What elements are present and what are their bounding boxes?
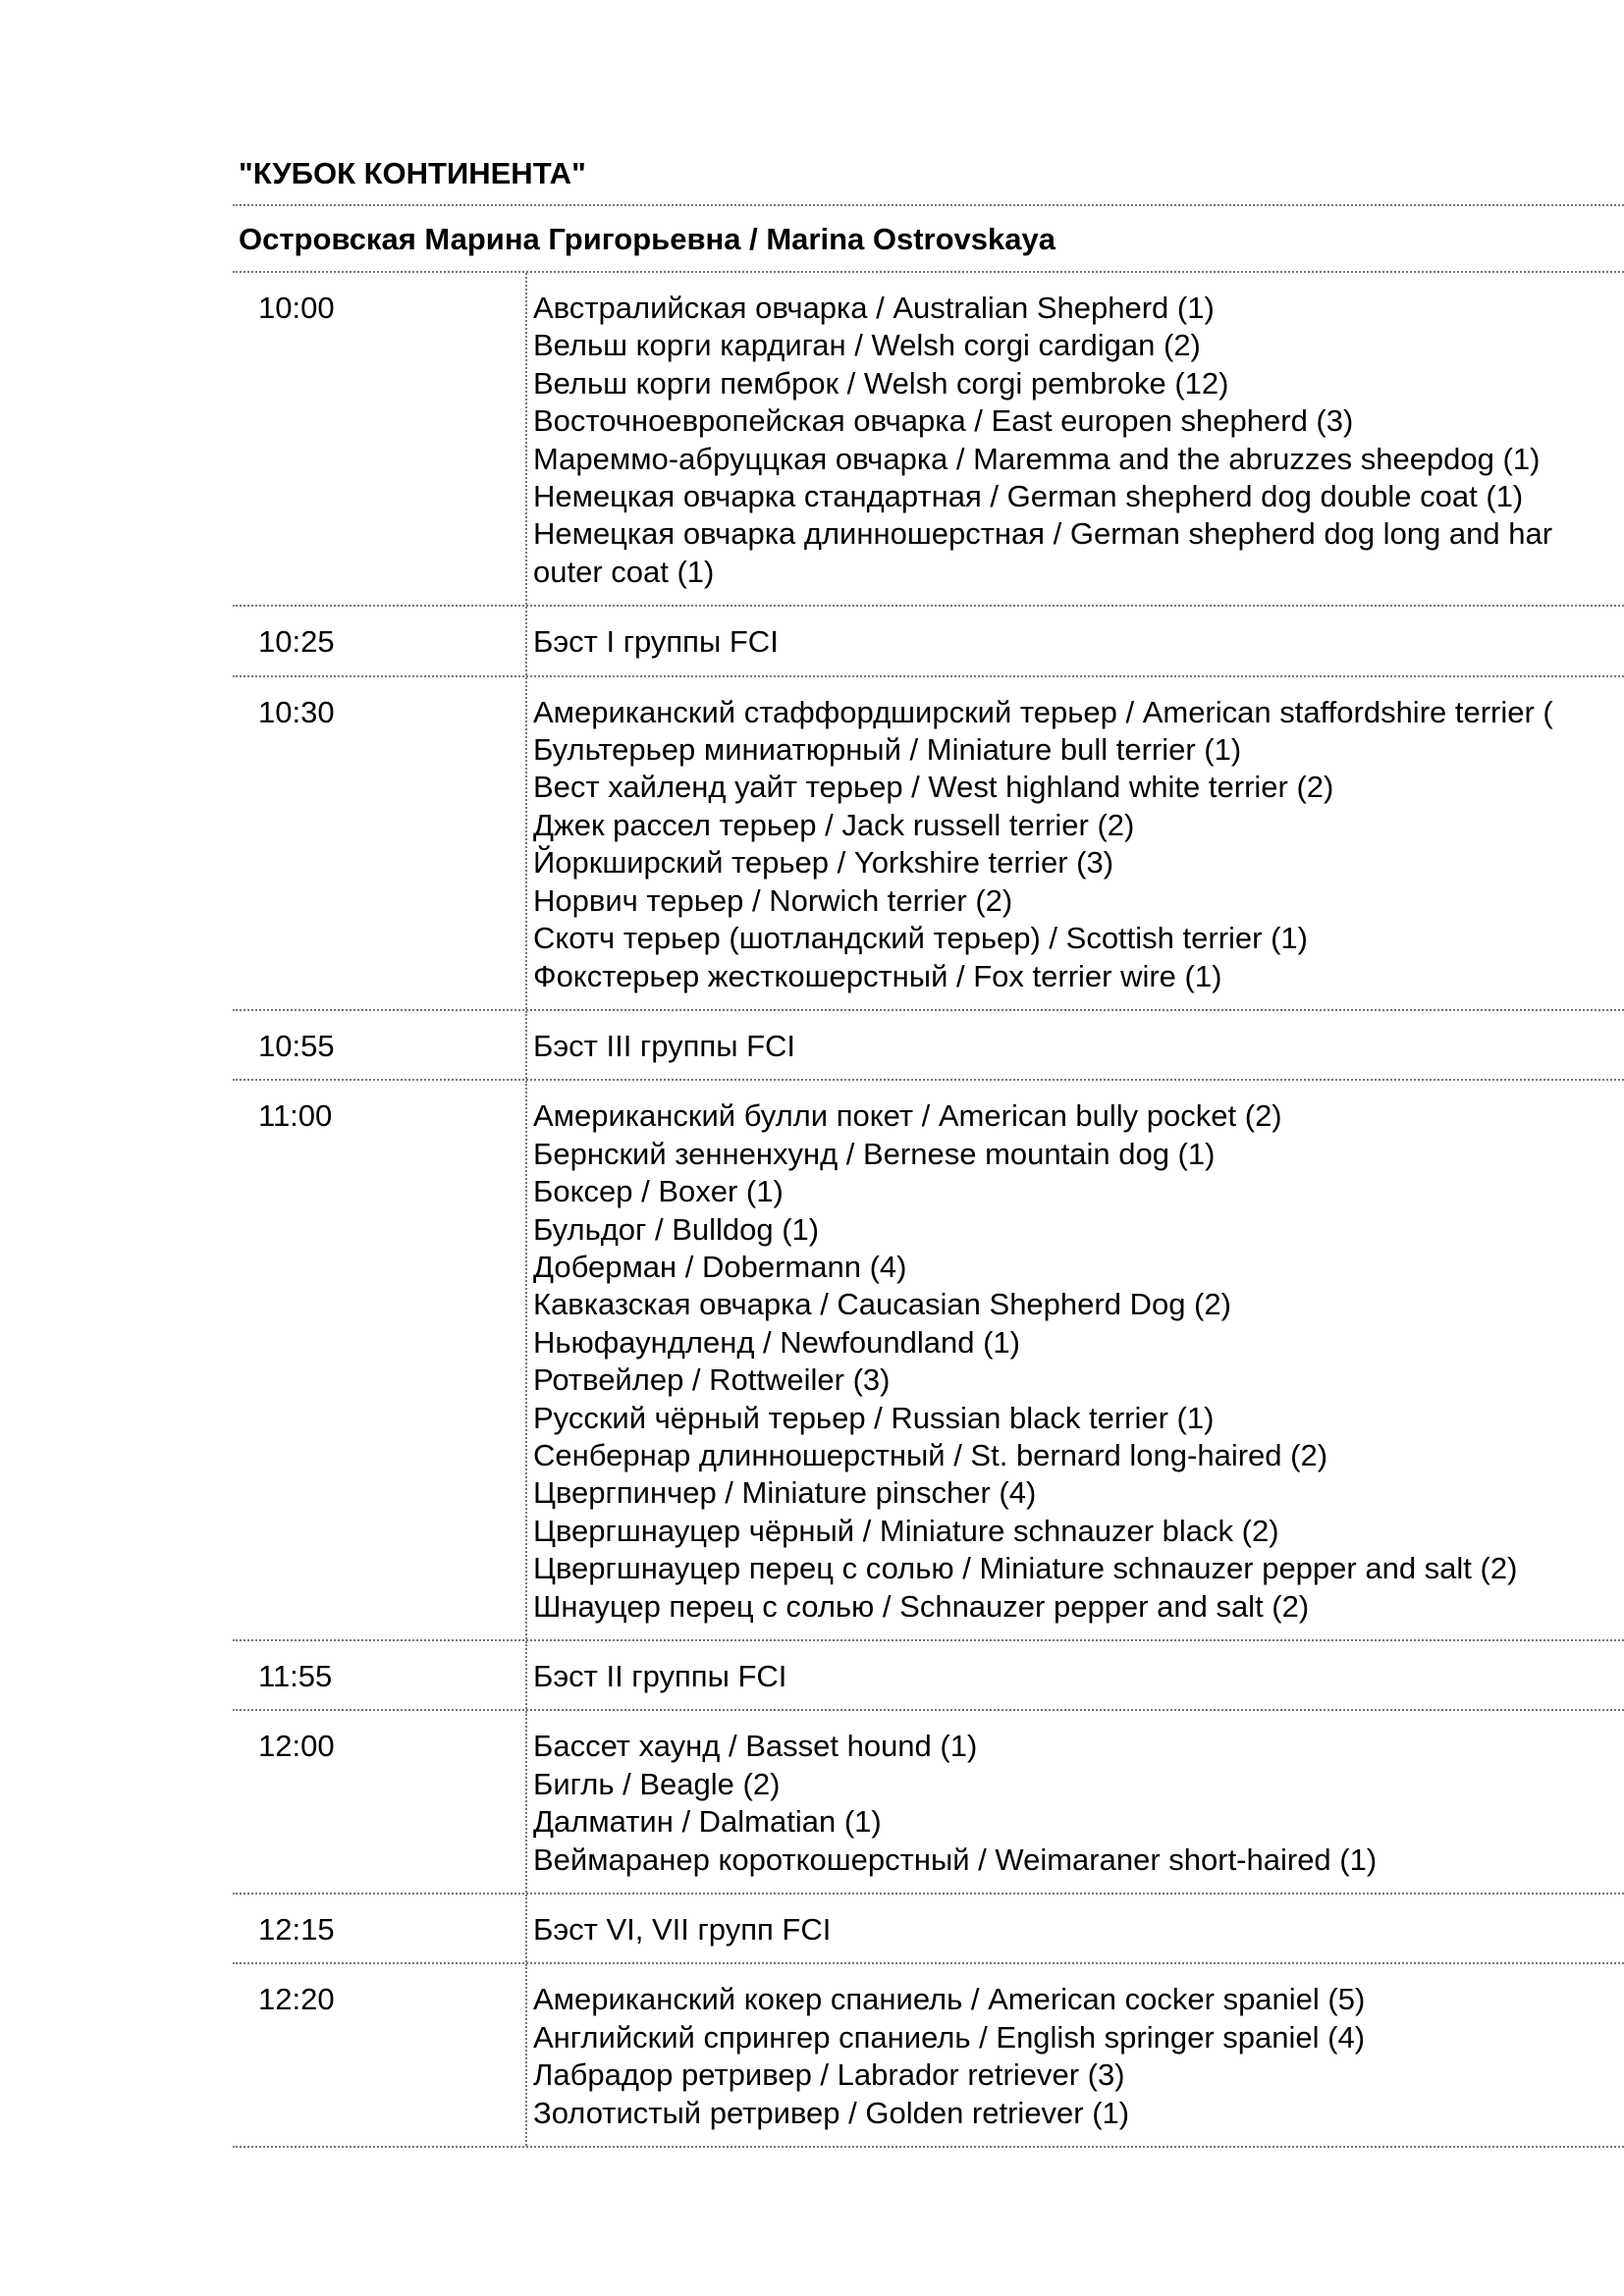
slot-entries (527, 1964, 1624, 2146)
breed-entry: Бэст II группы FCI (533, 1659, 787, 1693)
slot-entries (527, 677, 1624, 1009)
breed-entry: Йоркширский терьер / Yorkshire terrier (3) (533, 845, 1114, 881)
slot-entries (527, 1895, 1624, 1962)
slot-time: 10:55 (233, 1011, 527, 1079)
judge-name: Островская Марина Григорьевна / Marina Ostrovskaya (239, 222, 1056, 256)
schedule-slot (233, 1641, 1624, 1711)
slot-time: 10:25 (233, 607, 527, 674)
breed-entry: Русский чёрный терьер / Russian black terrier (1) (533, 1400, 1215, 1435)
slot-entries (527, 1641, 1624, 1709)
schedule-slot (233, 607, 1624, 676)
schedule-slot (233, 1895, 1624, 1964)
slot-entries (527, 1011, 1624, 1079)
breed-entry: Кавказская овчарка / Caucasian Shepherd Dog (2) (533, 1287, 1231, 1322)
schedule-slot (233, 1711, 1624, 1895)
slot-time: 11:55 (233, 1641, 527, 1709)
breed-entry: Фокстерьер жесткошерстный / Fox terrier wire (1) (533, 958, 1222, 993)
judge-header-row (233, 204, 1624, 273)
breed-entry: Бульдог / Bulldog (1) (533, 1211, 820, 1247)
breed-entry: Цвергшнауцер перец с солью / Miniature schnauzer pepper and salt (2) (533, 1551, 1518, 1586)
breed-entry: Американский булли покет / American bully pocket (2) (533, 1098, 1282, 1134)
breed-entry: Ротвейлер / Rottweiler (3) (533, 1362, 891, 1398)
schedule-slot (233, 273, 1624, 607)
breed-entry: Лабрадор ретривер / Labrador retriever (3) (533, 2057, 1125, 2093)
schedule-slot (233, 1964, 1624, 2148)
breed-entry: Ньюфаундленд / Newfoundland (1) (533, 1324, 1020, 1360)
event-title: "КУБОК КОНТИНЕНТА" (239, 156, 586, 190)
slot-time: 12:00 (233, 1711, 527, 1893)
breed-entry: Бернский зенненхунд / Bernese mountain dog (1) (533, 1136, 1216, 1171)
breed-entry: Боксер / Boxer (1) (533, 1174, 784, 1209)
breed-entry: Вест хайленд уайт терьер / West highland white terrier (2) (533, 770, 1334, 805)
breed-entry: Австралийская овчарка / Australian Shepherd (1) (533, 291, 1215, 325)
breed-entry: Мареммо-абруццкая овчарка / Maremma and the abruzzes sheepdog (1) (533, 441, 1541, 476)
breed-entry: Джек рассел терьер / Jack russell terrier (2) (533, 807, 1135, 842)
breed-entry: Бассет хаунд / Basset hound (1) (533, 1729, 978, 1764)
slot-time: 12:15 (233, 1895, 527, 1962)
schedule-slot (233, 1011, 1624, 1081)
slot-entries (527, 1081, 1624, 1639)
slot-entries (527, 1711, 1624, 1893)
slot-time: 11:00 (233, 1081, 527, 1639)
breed-entry: Шнауцер перец с солью / Schnauzer pepper and salt (2) (533, 1588, 1310, 1624)
breed-entry: Норвич терьер / Norwich terrier (2) (533, 882, 1013, 918)
schedule-slot (233, 1081, 1624, 1641)
breed-entry: Сенбернар длинношерстный / St. bernard long-haired (2) (533, 1437, 1328, 1472)
schedule-table (233, 273, 1624, 2148)
breed-entry: Цвергпинчер / Miniature pinscher (4) (533, 1475, 1037, 1511)
breed-entry: Бэст III группы FCI (533, 1028, 796, 1063)
schedule-slot (233, 677, 1624, 1011)
breed-entry: Далматин / Dalmatian (1) (533, 1804, 882, 1840)
breed-entry: Бультерьер миниатюрный / Miniature bull terrier (1) (533, 732, 1242, 768)
breed-entry: Американский стаффордширский терьер / American staffordshire terrier ( (533, 694, 1553, 729)
slot-entries (527, 607, 1624, 674)
breed-entry: Английский спрингер спаниель / English springer spaniel (4) (533, 2019, 1366, 2055)
breed-entry: Цвергшнауцер чёрный / Miniature schnauzer black (2) (533, 1513, 1279, 1548)
breed-entry: Скотч терьер (шотландский терьер) / Scottish terrier (1) (533, 921, 1308, 956)
breed-entry: Бэст VI, VII групп FCI (533, 1912, 832, 1948)
breed-entry: Золотистый ретривер / Golden retriever (1) (533, 2095, 1130, 2130)
breed-entry: Бэст I группы FCI (533, 624, 779, 660)
breed-entry: Бигль / Beagle (2) (533, 1766, 781, 1801)
slot-time: 12:20 (233, 1964, 527, 2146)
breed-entry: Вельш корги кардиган / Welsh corgi cardigan (2) (533, 328, 1201, 363)
breed-entry: outer coat (1) (533, 554, 715, 589)
breed-entry: Американский кокер спаниель / American cocker spaniel (5) (533, 1982, 1366, 2017)
breed-entry: Немецкая овчарка стандартная / German shepherd dog double coat (1) (533, 479, 1524, 514)
breed-entry: Восточноевропейская овчарка / East europen shepherd (3) (533, 403, 1354, 439)
breed-entry: Немецкая овчарка длинношерстная / German shepherd dog long and har (533, 516, 1553, 552)
breed-entry: Вельш корги пемброк / Welsh corgi pembroke (12) (533, 365, 1229, 400)
breed-entry: Веймаранер короткошерстный / Weimaraner short-haired (1) (533, 1842, 1378, 1877)
breed-entry: Доберман / Dobermann (4) (533, 1249, 907, 1284)
slot-time: 10:30 (233, 677, 527, 1009)
slot-entries (527, 273, 1624, 605)
slot-time: 10:00 (233, 273, 527, 605)
